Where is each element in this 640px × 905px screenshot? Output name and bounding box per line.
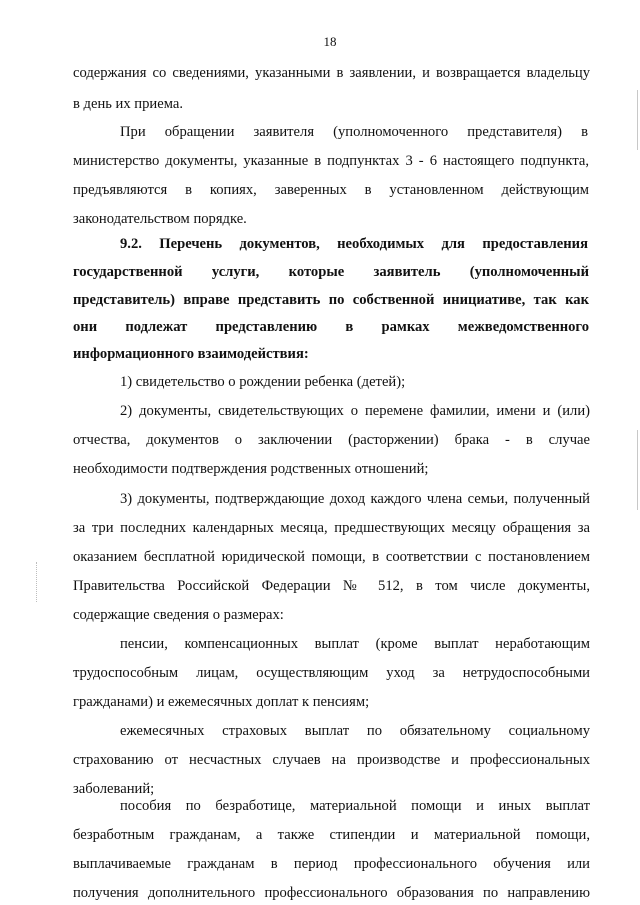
text-line: заболеваний;	[73, 781, 155, 797]
text-line: содержащие сведения о размерах:	[73, 607, 284, 623]
scan-edge-mark	[637, 90, 638, 150]
section-heading-line: они подлежат представлению в рамках межведомственного	[73, 319, 589, 335]
section-heading-line: информационного взаимодействия:	[73, 346, 309, 362]
section-heading-line: 9.2. Перечень документов, необходимых для предоставления	[120, 236, 588, 252]
text-line: предъявляются в копиях, заверенных в установленном действующим	[73, 182, 589, 198]
sub-item: ежемесячных страховых выплат по обязательному социальному	[120, 723, 590, 739]
sub-item: пособия по безработице, материальной помощи и иных выплат	[120, 798, 590, 814]
text-line: трудоспособным лицам, осуществляющим уход за нетрудоспособными	[73, 665, 590, 681]
list-item: 2) документы, свидетельствующих о перемене фамилии, имени и (или)	[120, 403, 590, 419]
text-line: гражданами) и ежемесячных доплат к пенсиям;	[73, 694, 370, 710]
text-line: Правительства Российской Федерации № 512, в том числе документы,	[73, 578, 590, 594]
section-heading-line: государственной услуги, которые заявитель (уполномоченный	[73, 264, 589, 280]
text-line: страхованию от несчастных случаев на производстве и профессиональных	[73, 752, 590, 768]
text-line: безработным гражданам, а также стипендии и материальной помощи,	[73, 827, 590, 843]
text-line: отчества, документов о заключении (расторжении) брака - в случае	[73, 432, 590, 448]
text-line: министерство документы, указанные в подпунктах 3 - 6 настоящего подпункта,	[73, 153, 589, 169]
sub-item: пенсии, компенсационных выплат (кроме выплат неработающим	[120, 636, 590, 652]
text-line: При обращении заявителя (уполномоченного представителя) в	[120, 124, 588, 140]
text-line: в день их приема.	[73, 96, 183, 112]
section-heading-line: представитель) вправе представить по собственной инициативе, так как	[73, 292, 589, 308]
text-line: содержания со сведениями, указанными в заявлении, и возвращается владельцу	[73, 65, 590, 81]
text-line: выплачиваемые гражданам в период профессионального обучения или	[73, 856, 590, 872]
text-line: оказанием бесплатной юридической помощи, в соответствии с постановлением	[73, 549, 590, 565]
text-line: получения дополнительного профессионального образования по направлению	[73, 885, 590, 901]
list-item: 3) документы, подтверждающие доход каждого члена семьи, полученный	[120, 491, 590, 507]
page-number: 18	[323, 34, 337, 49]
text-line: за три последних календарных месяца, предшествующих месяцу обращения за	[73, 520, 590, 536]
list-item: 1) свидетельство о рождении ребенка (детей);	[120, 374, 406, 390]
text-line: законодательством порядке.	[73, 211, 247, 227]
text-line: необходимости подтверждения родственных отношений;	[73, 461, 429, 477]
scan-edge-mark	[637, 430, 638, 510]
scan-margin-mark	[36, 562, 39, 602]
